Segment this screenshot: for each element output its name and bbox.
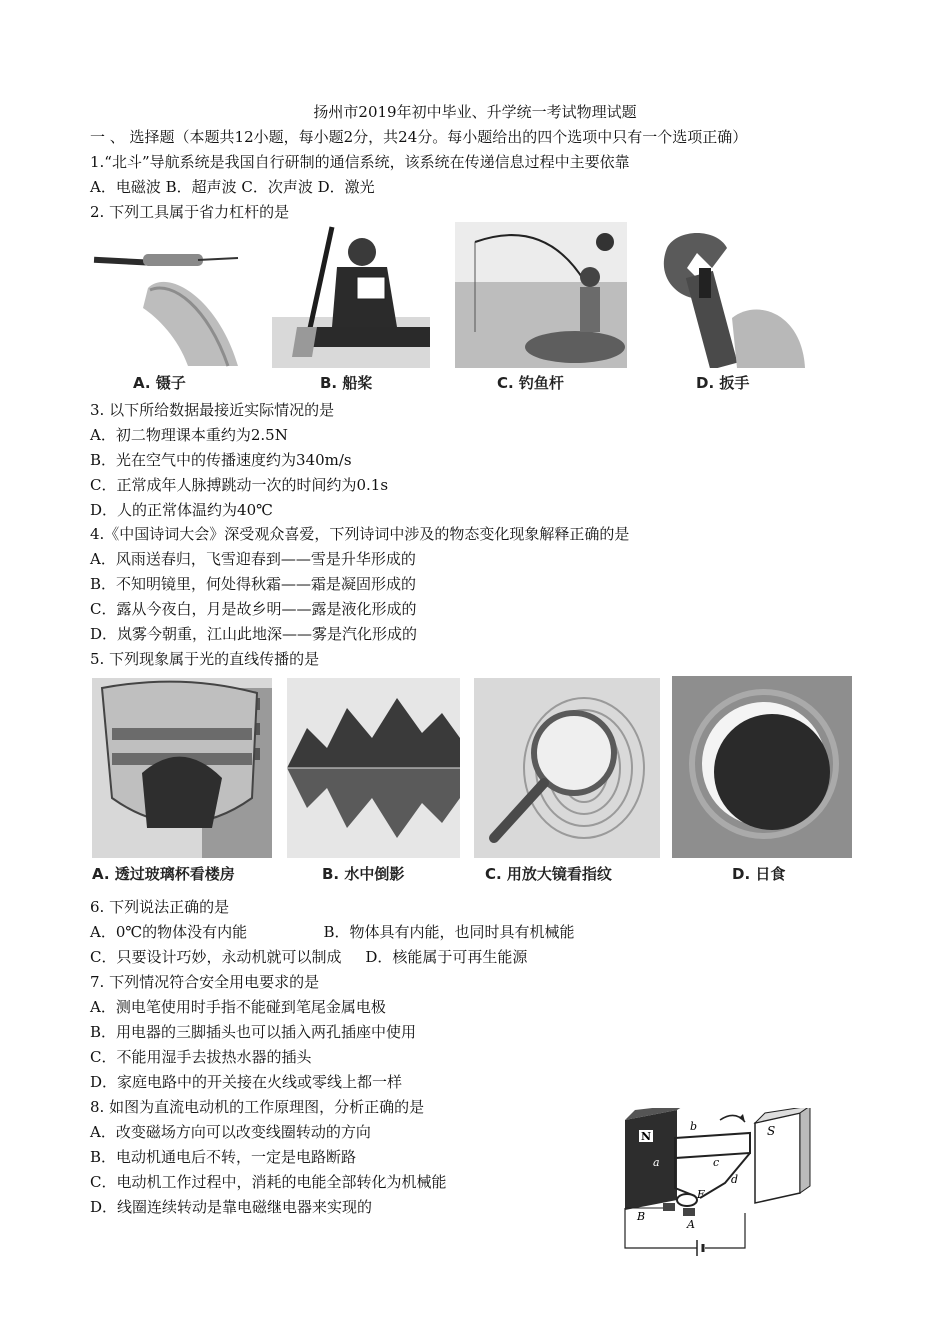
q7-option-c: C．不能用湿手去拔热水器的插头: [90, 1048, 312, 1066]
q4-option-c: C．露从今夜白，月是故乡明——露是液化形成的: [90, 600, 417, 618]
fishing-rod-image: [455, 222, 627, 368]
q5-caption-b: B. 水中倒影: [322, 865, 405, 883]
q4-option-a: A．风雨送春归，飞雪迎春到——雪是升华形成的: [90, 550, 416, 568]
q7-option-b: B．用电器的三脚插头也可以插入两孔插座中使用: [90, 1023, 417, 1041]
glass-cup-image: [92, 678, 272, 858]
q3-option-a: A．初二物理课本重约为2.5N: [90, 426, 288, 444]
label-d-small: d: [731, 1173, 739, 1186]
q7-stem: 7. 下列情况符合安全用电要求的是: [90, 973, 320, 991]
label-f: F: [697, 1188, 705, 1201]
section-header: 一 、 选择题（本题共12小题，每小题2分，共24分。每小题给出的四个选项中只有一个选项正确）: [90, 128, 748, 146]
dc-motor-diagram: [605, 1108, 815, 1266]
label-s: S: [767, 1124, 776, 1138]
wrench-image: [657, 228, 805, 368]
q5-caption-c: C. 用放大镜看指纹: [485, 865, 612, 883]
page-title: 扬州市2019年初中毕业、升学统一考试物理试题: [313, 103, 637, 121]
q4-option-d: D．岚雾今朝重，江山此地深——雾是汽化形成的: [90, 625, 418, 643]
q3-option-c: C．正常成年人脉搏跳动一次的时间约为0.1s: [90, 476, 389, 494]
water-reflection-image: [287, 678, 460, 858]
q8-option-d: D．线圈连续转动是靠电磁继电器来实现的: [90, 1198, 373, 1216]
solar-eclipse-image: [672, 676, 852, 858]
q8-option-c: C．电动机工作过程中，消耗的电能全部转化为机械能: [90, 1173, 447, 1191]
tweezers-image: [88, 228, 248, 368]
q8-option-a: A．改变磁场方向可以改变线圈转动的方向: [90, 1123, 371, 1141]
q2-stem: 2. 下列工具属于省力杠杆的是: [90, 203, 290, 221]
q7-option-a: A．测电笔使用时手指不能碰到笔尾金属电极: [90, 998, 386, 1016]
label-b-small: b: [690, 1120, 698, 1133]
q7-option-d: D．家庭电路中的开关接在火线或零线上都一样: [90, 1073, 403, 1091]
q2-caption-b: B. 船桨: [320, 374, 373, 392]
q3-option-b: B．光在空气中的传播速度约为340m/s: [90, 451, 352, 469]
label-c-small: c: [713, 1156, 720, 1169]
label-n: N: [641, 1130, 652, 1143]
magnifier-fingerprint-image: [474, 678, 660, 858]
q4-option-b: B．不知明镜里，何处得秋霜——霜是凝固形成的: [90, 575, 417, 593]
q2-caption-d: D. 扳手: [696, 374, 750, 392]
label-big-a: A: [687, 1218, 695, 1231]
q2-caption-c: C. 钓鱼杆: [497, 374, 564, 392]
q8-option-b: B．电动机通电后不转，一定是电路断路: [90, 1148, 357, 1166]
q4-stem: 4.《中国诗词大会》深受观众喜爱，下列诗词中涉及的物态变化现象解释正确的是: [90, 525, 630, 543]
paddle-image: [272, 222, 430, 368]
q8-stem: 8. 如图为直流电动机的工作原理图，分析正确的是: [90, 1098, 425, 1116]
q6-options-cd: C．只要设计巧妙，永动机就可以制成 D．核能属于可再生能源: [90, 948, 528, 966]
q1-options: A．电磁波 B．超声波 C．次声波 D．激光: [90, 178, 375, 196]
q3-option-d: D．人的正常体温约为40℃: [90, 501, 273, 519]
q5-caption-d: D. 日食: [732, 865, 786, 883]
q6-options-ab: A．0℃的物体没有内能 B．物体具有内能，也同时具有机械能: [90, 923, 575, 941]
q5-stem: 5. 下列现象属于光的直线传播的是: [90, 650, 320, 668]
q1-stem: 1.“北斗”导航系统是我国自行研制的通信系统，该系统在传递信息过程中主要依靠: [90, 153, 630, 171]
q2-caption-a: A. 镊子: [133, 374, 186, 392]
label-a-small: a: [653, 1156, 660, 1169]
q6-stem: 6. 下列说法正确的是: [90, 898, 230, 916]
q3-stem: 3. 以下所给数据最接近实际情况的是: [90, 401, 335, 419]
label-big-b: B: [637, 1210, 646, 1223]
q5-caption-a: A. 透过玻璃杯看楼房: [92, 865, 235, 883]
